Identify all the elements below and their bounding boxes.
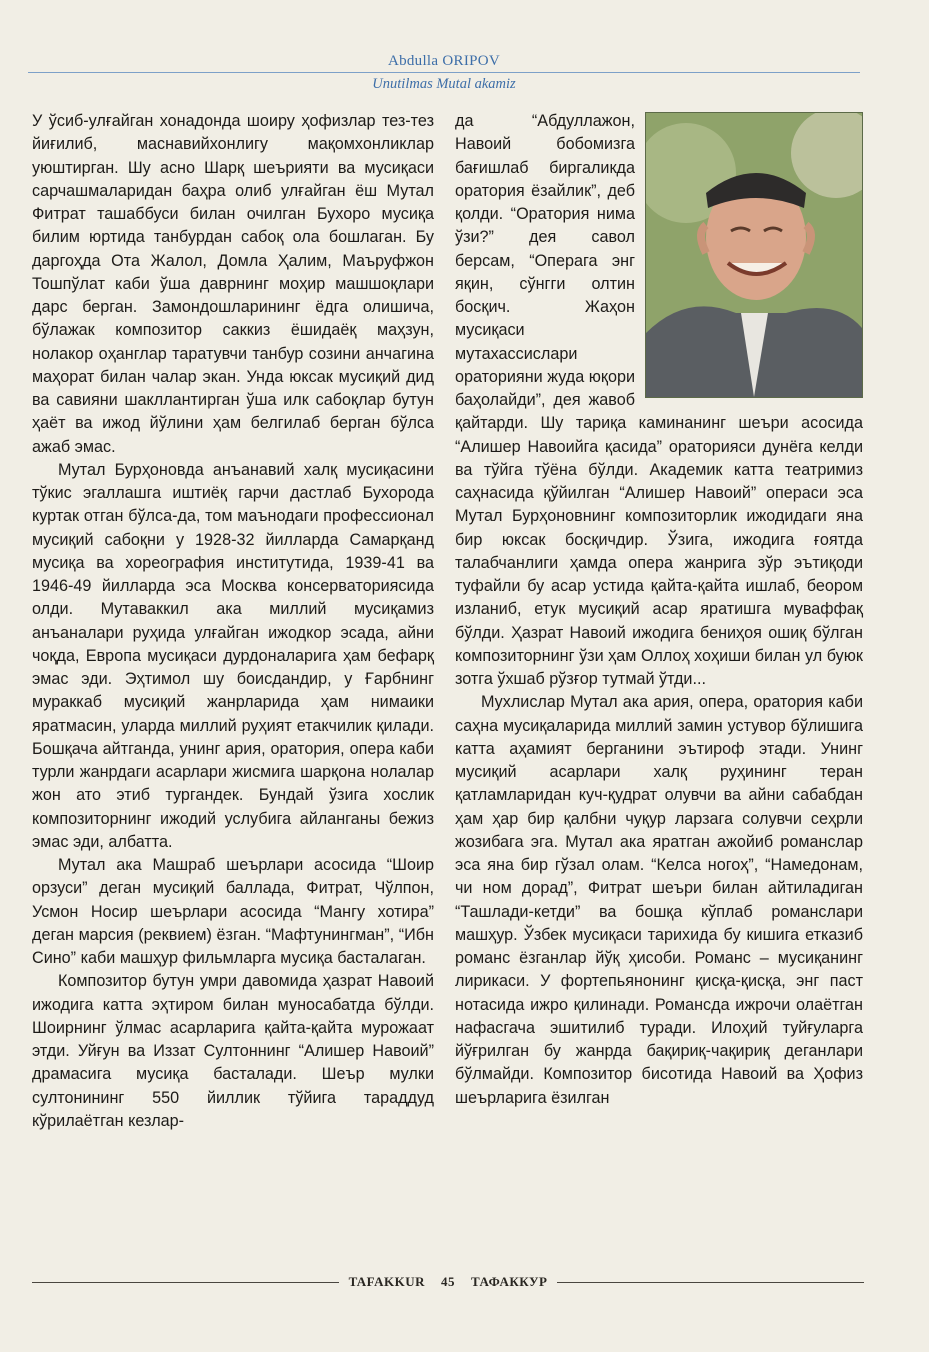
running-header (28, 52, 860, 93)
paragraph-1: У ўсиб-улғайган хонадонда шоиру ҳофизлар тез-тез йиғилиб, маснавийхонлигу мақомхонликлар уюштирган. Шу асно Шарқ шеърияти ва мусиқаси сарчашмаларидан баҳра олиб улғайган ёш Мутал Фитрат ташаббуси билан очилган Бухоро мусиқа билим юртида танбурдан сабоқ ола бошлаган. Бу даргоҳда Ота Жалол, Домла Ҳалим, Маъруфжон Тошпўлат каби ўша даврнинг моҳир машшоқлари дарс берган. Замондошларининг ёдга олишича, бўлажак композитор саккиз ёшидаёқ маҳзун, нолакор оҳанглар таратувчи танбур созини анчагина маҳорат билан чалар экан. Унда юксак мусиқий дид ва савияни шакллантирган ўша илк сабоқлар бутун ҳаёт ва ижод йўлини ҳам белгилаб берган бўлса ажаб эмас. (32, 112, 434, 456)
portrait-photo (645, 112, 863, 398)
right-column (455, 110, 863, 1110)
footer-rule-right (557, 1282, 864, 1283)
left-column (32, 110, 434, 1133)
portrait-photo-icon (646, 113, 862, 397)
paragraph-6: Мухлислар Мутал ака ария, опера, оратория каби саҳна мусиқаларида миллий замин устувор бўлишига катта аҳамият берганини эътироф этади. Унинг мусиқий асарлари халқ руҳининг теран қатламларидан куч-қудрат олувчи ва айни сабабдан ҳам ҳар бир қалбни чуқур ларзага солувчи сеҳрли жозибага эга. Мутал ака яратган ажойиб романслар эса яна бир гўзал олам. “Келса ногоҳ”, “Намедонам, чи ном дорад”, Фитрат шеъри билан айтиладиган “Ташлади-кетди” ва бошқа кўплаб романслари машҳур. Ўзбек мусиқаси тарихида бу кишига етказиб романс ёзганлар йўқ ҳисоби. Романс – мусиқанинг лирикаси. У фортепьянонинг қисқа-қисқа, энг паст нотасида ижро қилинади. Романсда ижрочи олаётган нафасгача эшитилиб туради. Илоҳий туйғуларга йўғрилган бу жанрда бақириқ-чақириқ деганлари бўлмайди. Композитор бисотида Навоий ва Ҳофиз шеърларига ёзилган (455, 693, 863, 1107)
footer-rule-left (32, 1282, 339, 1283)
paragraph-2: Мутал Бурҳоновда анъанавий халқ мусиқасини тўкис эгаллашга иштиёқ гарчи дастлаб Бухорода куртак отган бўлса-да, том маънодаги профессионал мусиқий сабоқни у 1928-32 йилларда Самарқанд мусиқа ва хореография институтида, 1939-41 ва 1946-49 йилларда эса Москва консерваториясида олди. Мутаваккил ака миллий мусиқамиз анъаналари руҳида улғайган ижодкор эсада, айни чоқда, Европа мусиқаси дурдоналарига ҳам бефарқ эмас эди. Эҳтимол шу боисдандир, у Ғарбнинг мураккаб мусиқий жанрларида ҳам нимаики яратмасин, уларда миллий руҳият етакчилик қилади. Бошқача айтганда, унинг ария, оратория, опера каби турли жанрдаги асарлари жисмига шарқона нолалар жон ато этиб тургандек. Бундай ўзига хослик композиторнинг ижодий услубига айланганы бежиз эмас эди, албатта. (32, 460, 434, 851)
footer-magazine-cyrillic: ТАФАККУР (471, 1274, 548, 1289)
article-title: Unutilmas Mutal akamiz (372, 76, 516, 92)
footer-magazine-latin: TAFAKKUR (348, 1274, 426, 1289)
page-footer (32, 1272, 864, 1292)
header-rule (28, 72, 860, 73)
paragraph-5: да “Абдуллажон, Навоий бобомизга бағишлаб биргаликда оратория ёзайлик”, деб қолди. “Оратория нима ўзи?” дея савол берсам, “Операга энг яқин, сўнгги олтин босқич. Жаҳон мусиқаси мутахассислари ораторияни жуда юқори баҳолайди”, дея жавоб қайтарди. Шу тариқа каминанинг шеъри асосида “Алишер Навоийга қасида” ораторияси дунёга келди ва тўйга тўёна бўлди. Академик катта театримиз саҳнасида қўйилган “Алишер Навоий” операси эса Мутал Бурҳоновнинг композиторлик ижодидаги яна бир юксак босқичдир. Ўзига, ижодига ғоятда талабчанлиги ҳамда опера жанрига зўр эътиқоди туфайли бу асар устида қайта-қайта ишлаб, беором изланиб, етук мусиқий асар яратишга муваффақ бўлди. Ҳазрат Навоий ижодига бениҳоя ошиқ бўлган композиторнинг ўзи ҳам Оллоҳ хоҳиши билан ул буюк зотга ўхшаб рўзғор тутмай ўтди... (455, 112, 863, 688)
paragraph-3: Мутал ака Машраб шеърлари асосида “Шоир орзуси” деган мусиқий баллада, Фитрат, Чўлпон, Усмон Носир шеърлари асосида “Мангу хотира” деган марсия (реквием) ёзган. “Мафтунингман”, “Ибн Сино” каби машҳур фильмларга мусиқа басталаган. (32, 856, 434, 967)
paragraph-4: Композитор бутун умри давомида ҳазрат Навоий ижодига катта эҳтиром билан муносабатда бўлди. Шоирнинг ўлмас асарларига қайта-қайта мурожаат этди. Уйғун ва Иззат Султоннинг “Алишер Навоий” драмасига мусиқа басталади. Шеър мулки султонининг 550 йиллик тўйига тараддуд кўрилаётган кезлар- (32, 972, 434, 1130)
author-name: Abdulla ORIPOV (387, 53, 501, 69)
page-number: 45 (441, 1274, 456, 1289)
